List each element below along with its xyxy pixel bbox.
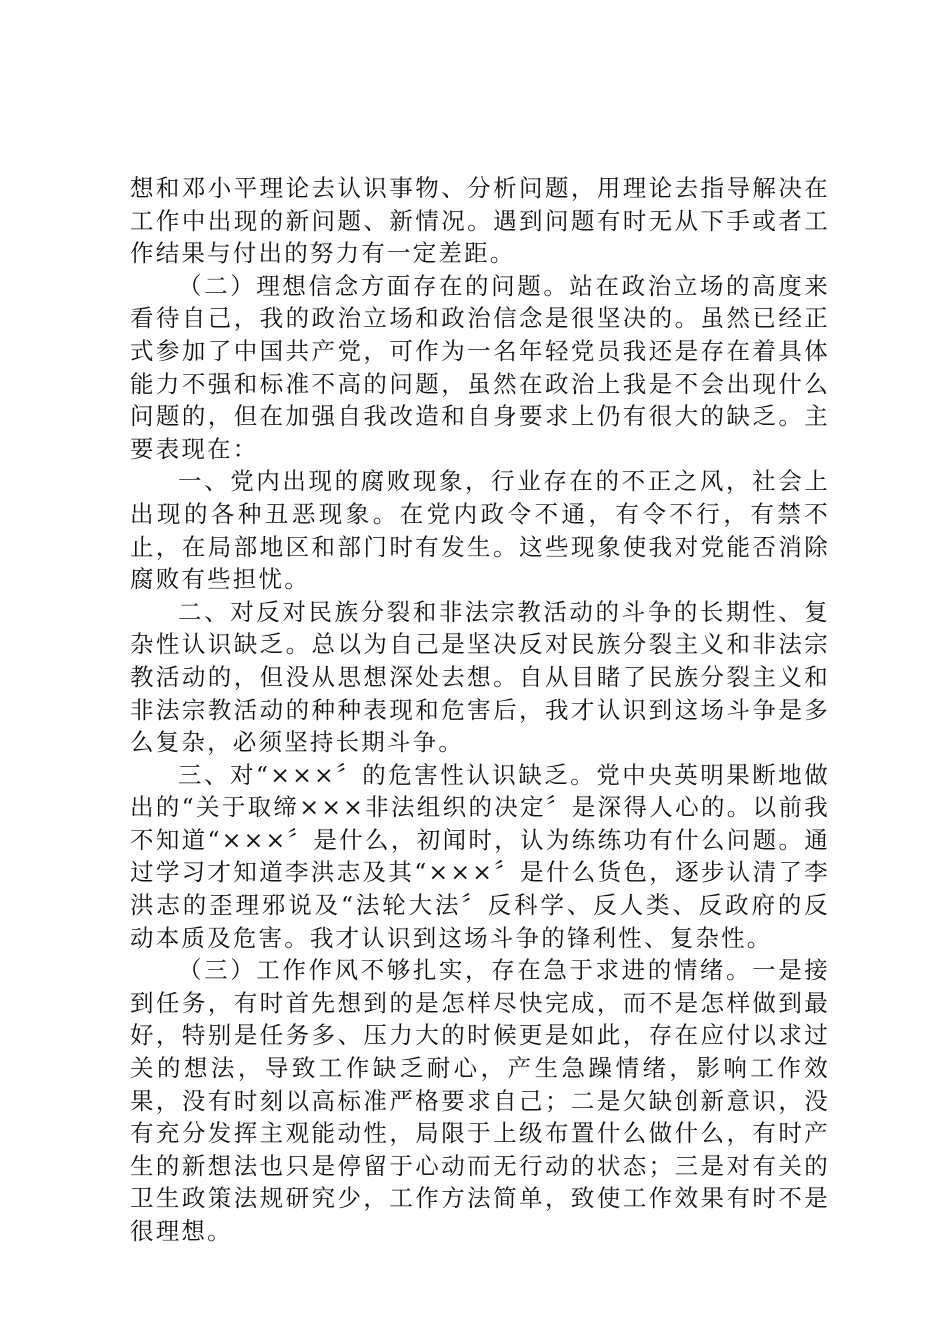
- document-page: [130, 172, 830, 1248]
- paragraph-work-style: （三）工作作风不够扎实，存在急于求进的情绪。一是接到任务，有时首先想到的是怎样尽快完成，而不是怎样做到最好，特别是任务多、压力大的时候更是如此，存在应付以求过关的想法，导致工作缺乏耐心，产生急躁情绪，影响工作效果，没有时刻以高标准严格要求自己；二是欠缺创新意识，没有充分发挥主观能动性，局限于上级布置什么做什么，有时产生的新想法也只是停留于心动而无行动的状态；三是对有关的卫生政策法规研究少，工作方法简单，致使工作效果有时不是很理想。: [130, 956, 830, 1245]
- paragraph-point-three: 三、对“×××〞的危害性认识缺乏。党中央英明果断地做出的“关于取缔×××非法组织的决定〞是深得人心的。以前我不知道“×××〞是什么，初闻时，认为练练功有什么问题。通过学习才知道李洪志及其“×××〞是什么货色，逐步认清了李洪志的歪理邪说及“法轮大法〞反科学、反人类、反政府的反动本质及危害。我才认识到这场斗争的锋利性、复杂性。: [130, 760, 830, 952]
- paragraph-point-two: 二、对反对民族分裂和非法宗教活动的斗争的长期性、复杂性认识缺乏。总以为自己是坚决反对民族分裂主义和非法宗教活动的，但没从思想深处去想。自从目睹了民族分裂主义和非法宗教活动的种种表现和危害后，我才认识到这场斗争是多么复杂，必须坚持长期斗争。: [130, 597, 830, 757]
- paragraph-point-one: 一、党内出现的腐败现象，行业存在的不正之风，社会上出现的各种丑恶现象。在党内政令不通，有令不行，有禁不止，在局部地区和部门时有发生。这些现象使我对党能否消除腐败有些担忧。: [130, 467, 830, 594]
- paragraph-ideals-beliefs: （二）理想信念方面存在的问题。站在政治立场的高度来看待自己，我的政治立场和政治信念是很坚决的。虽然已经正式参加了中国共产党，可作为一名年轻党员我还是存在着具体能力不强和标准不高的问题，虽然在政治上我是不会出现什么问题的，但在加强自我改造和自身要求上仍有很大的缺乏。主要表现在：: [130, 271, 830, 463]
- paragraph-continuation: 想和邓小平理论去认识事物、分析问题，用理论去指导解决在工作中出现的新问题、新情况。遇到问题有时无从下手或者工作结果与付出的努力有一定差距。: [130, 174, 830, 268]
